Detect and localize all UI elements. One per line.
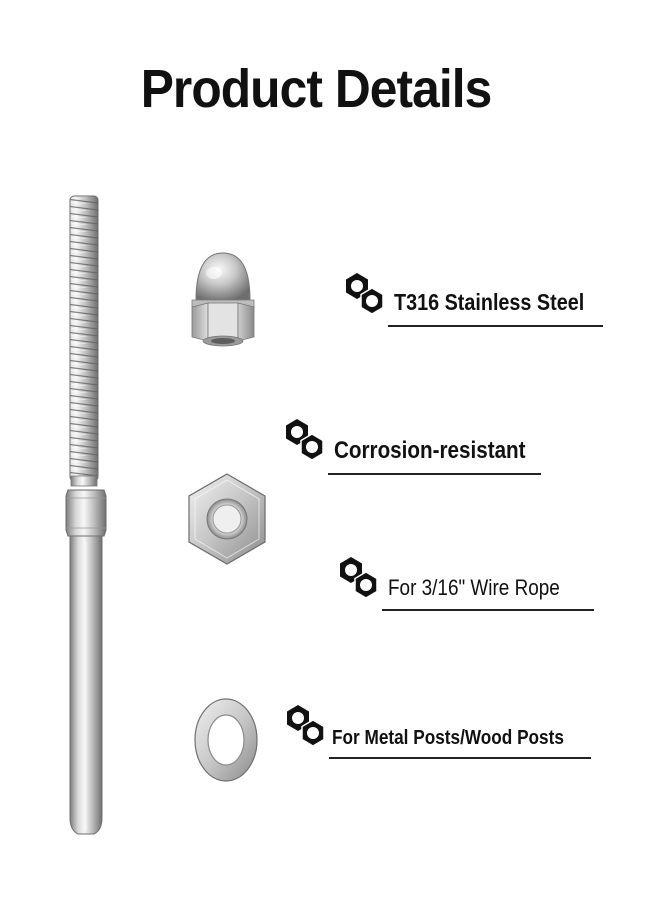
- page-title: Product Details: [140, 59, 492, 119]
- hex-nuts-icon: [337, 556, 381, 600]
- feature-underline: [382, 609, 594, 611]
- feature-underline: [388, 325, 603, 327]
- feature-label: For 3/16" Wire Rope: [388, 575, 560, 600]
- feature-label: For Metal Posts/Wood Posts: [332, 727, 564, 749]
- feature-material: [343, 272, 605, 332]
- feature-underline: [328, 473, 541, 475]
- hex-nuts-icon: [343, 272, 387, 316]
- feature-posts: [284, 704, 604, 764]
- feature-label: Corrosion-resistant: [334, 437, 526, 464]
- flat-washer-image: [188, 696, 264, 784]
- feature-label: T316 Stainless Steel: [394, 289, 585, 315]
- feature-underline: [329, 757, 591, 759]
- feature-wire-rope: [337, 556, 599, 616]
- hex-nuts-icon: [284, 704, 328, 748]
- hex-nuts-icon: [283, 418, 327, 462]
- acorn-cap-nut-image: [178, 245, 268, 350]
- threaded-terminal-image: [58, 190, 114, 840]
- hex-nut-image: [182, 470, 272, 568]
- feature-corrosion: [283, 418, 545, 478]
